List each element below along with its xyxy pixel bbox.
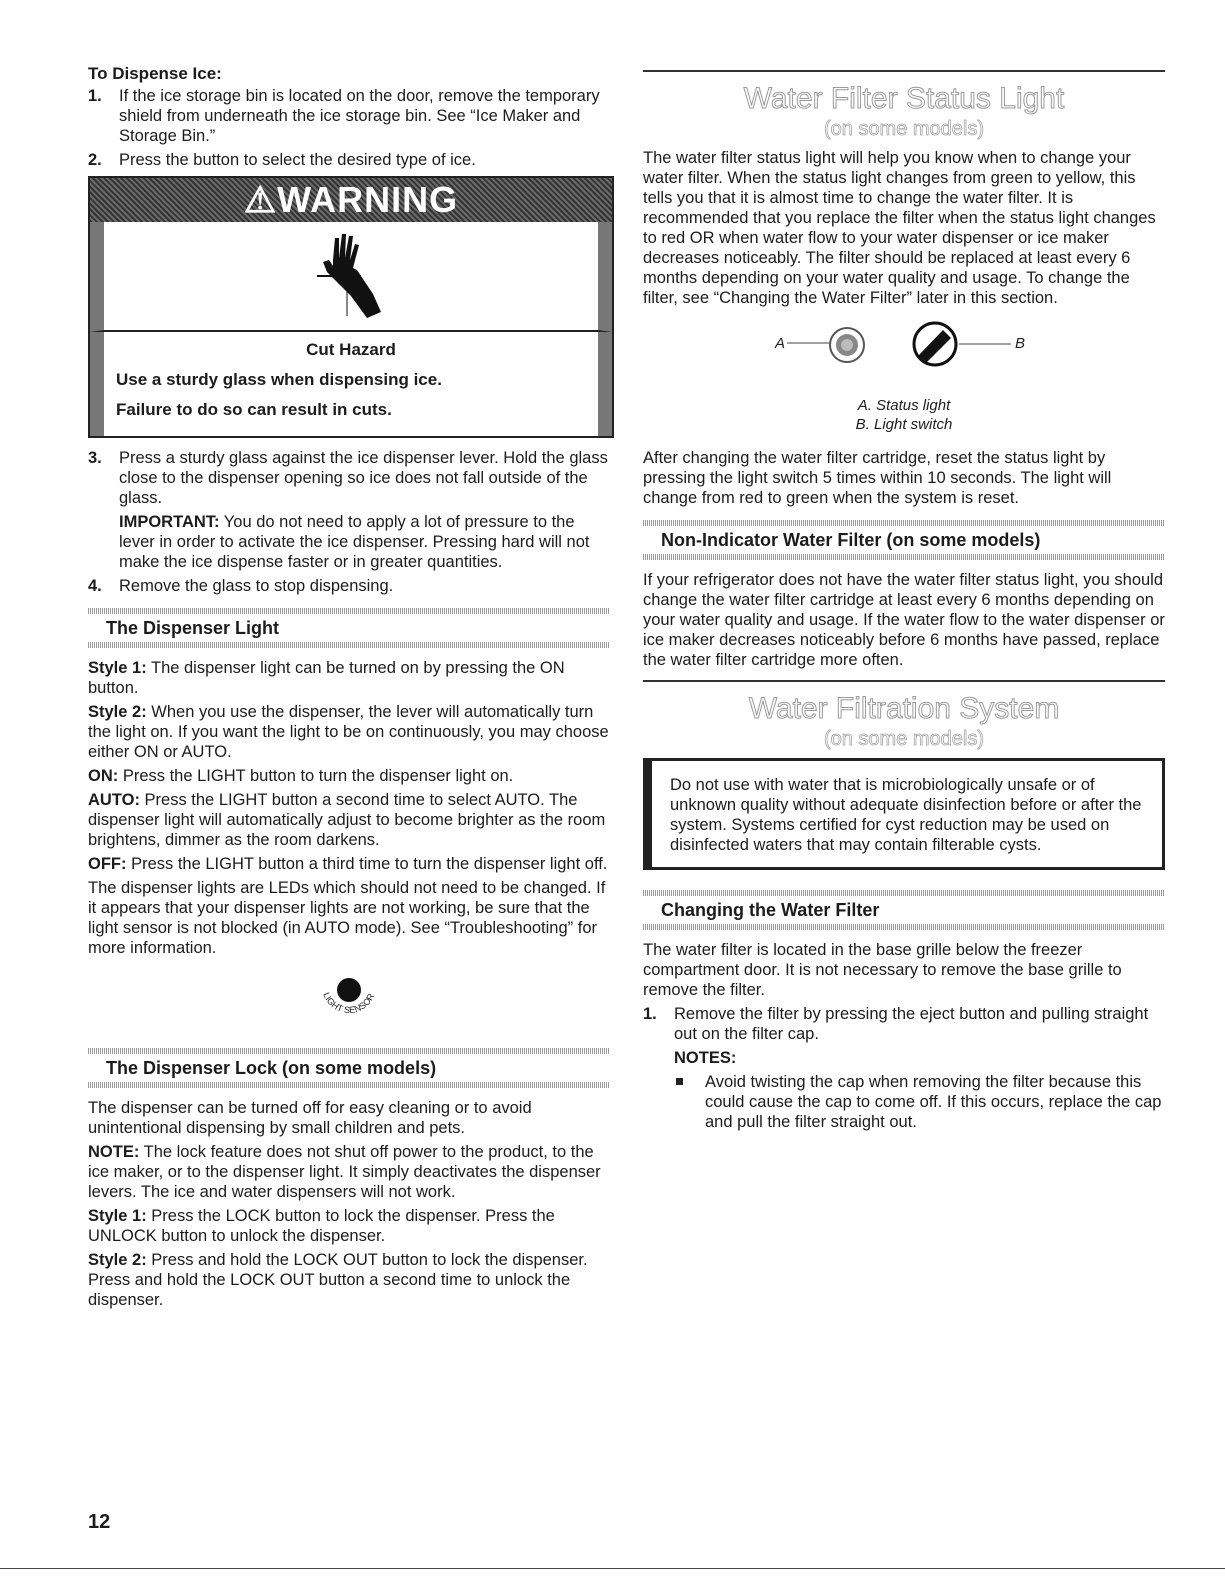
label: OFF: (88, 855, 127, 873)
changing-filter-heading-band (643, 890, 1165, 930)
text: Press the LIGHT button a third time to turn the dispenser light off. (126, 855, 608, 873)
label: AUTO: (88, 791, 140, 809)
paragraph (88, 766, 610, 786)
label: ON: (88, 767, 119, 785)
paragraph: The water filter is located in the base grille below the freezer compartment door. It is not necessary to remove the base grille to remove the filter. (643, 941, 1122, 999)
paragraph: The dispenser can be turned off for easy cleaning or to avoid unintentional dispensing by small children and pets. (88, 1099, 532, 1137)
text: Press the LIGHT button a second time to select AUTO. The dispenser light will automatically adjust to become brighter as the room brightens, dimmer as the room darkens. (88, 791, 606, 849)
status-light-diagram (643, 312, 1165, 396)
list-item (643, 1004, 1165, 1132)
text: The lock feature does not shut off power to the product, to the ice maker, or to the dispenser light. It simply deactivates the dispenser levers. The ice and water dispensers will not work. (88, 1143, 601, 1201)
section-title: Water Filter Status Light (743, 82, 1065, 115)
right-column (643, 64, 1165, 1136)
text: Press the LIGHT button to turn the dispenser light on. (118, 767, 514, 785)
section-title: Non-Indicator Water Filter (on some models) (661, 530, 1041, 550)
paragraph (88, 854, 610, 874)
paragraph: After changing the water filter cartridge, reset the status light by pressing the light switch 5 times within 10 seconds. The light will change from red to green when the system is reset. (643, 449, 1112, 507)
hazard-name: Cut Hazard (306, 340, 396, 359)
filtration-heading (643, 692, 1165, 752)
light-switch-icon (914, 323, 956, 365)
dispense-steps (88, 86, 610, 170)
paragraph (88, 1142, 610, 1202)
light-sensor-label: LIGHT SENSOR (321, 990, 377, 1016)
label: Style 2: (88, 703, 147, 721)
step-text: Press a sturdy glass against the ice dispenser lever. Hold the glass close to the dispenser opening so ice does not fall outside of the glass. (119, 449, 608, 507)
step-text: Remove the filter by pressing the eject button and pulling straight out on the filter cap. (674, 1005, 1149, 1043)
paragraph (88, 658, 610, 698)
section-title: Changing the Water Filter (661, 900, 880, 920)
warning-text (90, 332, 612, 436)
paragraph: The dispenser lights are LEDs which should not need to be changed. If it appears that your dispenser lights are not working, be sure that the light sensor is not blocked (in AUTO mode). See “Troubleshooting” for more information. (88, 879, 606, 957)
hatch-divider (643, 554, 1165, 560)
list-item (88, 448, 610, 572)
section-title: The Dispenser Lock (on some models) (106, 1058, 437, 1078)
label: Style 1: (88, 659, 147, 677)
list-item (674, 1072, 1165, 1132)
light-sensor-icon (304, 966, 394, 1036)
figure-caption (643, 396, 1165, 434)
step-number: 4. (88, 577, 102, 595)
paragraph: The water filter status light will help you know when to change your water filter. When the status light changes from green to yellow, this tells you that it is almost time to change the water filter. It is recommended that you replace the filter when the status light changes to red OR when water flow to your water dispenser or ice maker decreases noticeably. The filter should be replaced at least every 6 months depending on your water quality and usage. To change the filter, see “Changing the Water Filter” later in this section. (643, 149, 1156, 307)
text: When you use the dispenser, the lever will automatically turn the light on. If you want the light to be on continuously, you may choose either ON or AUTO. (88, 703, 609, 761)
non-indicator-heading-band (643, 520, 1165, 560)
section-rule (643, 680, 1165, 682)
cut-hand-icon (311, 230, 391, 322)
paragraph: If your refrigerator does not have the water filter status light, you should change the water filter cartridge at least every 6 months depending on your water quality and usage. If the water flow to the water dispenser or ice maker decreases noticeably before 6 months have passed, replace the water filter cartridge more often. (643, 571, 1165, 669)
dispenser-light-heading-band (88, 608, 610, 648)
list-item (88, 150, 610, 170)
paragraph (88, 702, 610, 762)
section-rule (643, 70, 1165, 72)
page-number: 12 (88, 1511, 111, 1533)
changing-steps (643, 1004, 1165, 1132)
paragraph (88, 1206, 610, 1246)
notes-label (674, 1048, 1165, 1068)
section-title: Water Filtration System (748, 692, 1060, 725)
step-text: Press the button to select the desired type of ice. (119, 151, 476, 169)
label: Style 2: (88, 1251, 147, 1269)
paragraph (88, 790, 610, 850)
step-text: If the ice storage bin is located on the door, remove the temporary shield from underneath the ice storage bin. See “Ice Maker and Storage Bin.” (119, 87, 600, 145)
label: Style 1: (88, 1207, 147, 1225)
notes-list (674, 1072, 1165, 1132)
warning-line-1: Use a sturdy glass when dispensing ice. (116, 370, 442, 389)
text: Press the LOCK button to lock the dispenser. Press the UNLOCK button to unlock the dispenser. (88, 1207, 555, 1245)
text: The dispenser light can be turned on by pressing the ON button. (88, 659, 565, 697)
text: Press and hold the LOCK OUT button to lock the dispenser. Press and hold the LOCK OUT button a second time to unlock the dispenser. (88, 1251, 588, 1309)
list-item (88, 86, 610, 146)
warning-line-2: Failure to do so can result in cuts. (116, 400, 392, 419)
step-number: 1. (88, 87, 102, 105)
label: NOTE: (88, 1143, 140, 1161)
callout-a: A (775, 335, 786, 352)
warning-banner (90, 178, 612, 222)
status-light-icon (830, 328, 864, 362)
step-number: 3. (88, 449, 102, 467)
notice-text: Do not use with water that is microbiologically unsafe or of unknown quality without adequate disinfection before or after the system. Systems certified for cyst reduction may be used on disinfected waters that may contain filterable cysts. (670, 776, 1142, 854)
filtration-notice-box (643, 758, 1165, 870)
status-light-figure (643, 312, 1165, 396)
bottom-rule (0, 1568, 1225, 1569)
warning-box (88, 176, 614, 438)
label: NOTES: (674, 1049, 737, 1067)
callout-b: B (1015, 335, 1026, 352)
important-label: IMPORTANT: (119, 513, 220, 531)
step-text: Remove the glass to stop dispensing. (119, 577, 394, 595)
cut-hazard-pictogram (90, 222, 612, 332)
left-column (88, 64, 610, 1314)
dispense-ice-heading: To Dispense Ice: (88, 64, 222, 83)
section-subtitle: (on some models) (823, 728, 985, 750)
dispenser-lock-heading-band (88, 1048, 610, 1088)
caption-a: A. Status light (857, 397, 951, 414)
section-title: The Dispenser Light (106, 618, 280, 638)
status-light-heading (643, 82, 1165, 142)
hatch-divider (88, 642, 610, 648)
list-item (88, 576, 610, 596)
caption-b: B. Light switch (855, 416, 953, 433)
section-subtitle: (on some models) (823, 118, 985, 140)
step-number: 1. (643, 1005, 657, 1023)
step-number: 2. (88, 151, 102, 169)
bullet-icon (676, 1078, 683, 1085)
dispense-steps-continued (88, 448, 610, 596)
light-sensor-figure (88, 966, 610, 1036)
paragraph (88, 1250, 610, 1310)
note-text: Avoid twisting the cap when removing the filter because this could cause the cap to come off. If this occurs, replace the cap and pull the filter straight out. (705, 1073, 1162, 1131)
hatch-divider (643, 924, 1165, 930)
hatch-divider (88, 1082, 610, 1088)
warning-title: ⚠WARNING (243, 179, 459, 220)
important-note (119, 512, 610, 572)
important-text: You do not need to apply a lot of pressure to the lever in order to activate the ice dispenser. Pressing hard will not make the ice dispense faster or in greater quantities. (119, 513, 590, 571)
